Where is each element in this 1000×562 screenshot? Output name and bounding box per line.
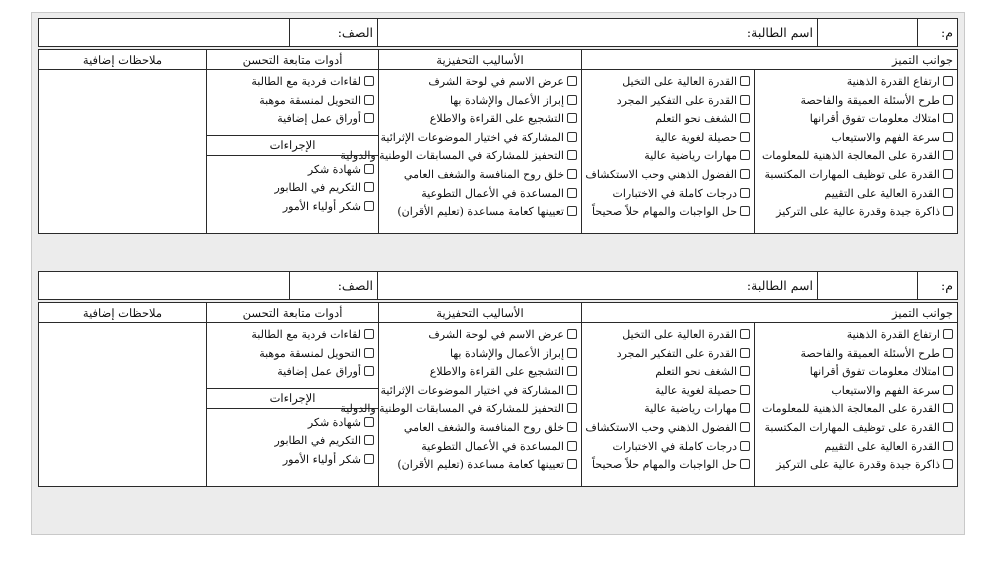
checkbox-label: الفضول الذهني وحب الاستكشاف bbox=[585, 167, 737, 181]
checkbox-item[interactable] bbox=[340, 147, 577, 166]
checkbox-item[interactable] bbox=[211, 161, 374, 180]
checkbox-label: القدرة العالية على التقييم bbox=[824, 439, 940, 453]
checkbox-icon[interactable] bbox=[364, 417, 374, 427]
checkbox-icon[interactable] bbox=[943, 206, 953, 216]
checkbox-item[interactable] bbox=[759, 147, 953, 166]
checkbox-item[interactable] bbox=[586, 345, 750, 364]
checkbox-item[interactable] bbox=[586, 166, 750, 185]
checkbox-label: إبراز الأعمال والإشادة بها bbox=[450, 93, 564, 107]
checkbox-label: شهادة شكر bbox=[307, 162, 361, 176]
checkbox-label: خلق روح المنافسة والشغف العامي bbox=[403, 420, 564, 434]
checkbox-item[interactable] bbox=[759, 456, 953, 475]
checkbox-icon[interactable] bbox=[567, 459, 577, 469]
checkbox-icon[interactable] bbox=[567, 150, 577, 160]
checkbox-icon[interactable] bbox=[567, 76, 577, 86]
checkbox-icon[interactable] bbox=[567, 366, 577, 376]
checkbox-icon[interactable] bbox=[740, 348, 750, 358]
evaluation-table bbox=[38, 302, 958, 487]
checkbox-label: التحفيز للمشاركة في المسابقات الوطنية والدولية bbox=[340, 149, 564, 163]
checkbox-item[interactable] bbox=[759, 382, 953, 401]
checkbox-icon[interactable] bbox=[943, 132, 953, 142]
checkbox-item[interactable] bbox=[211, 179, 374, 198]
checkbox-icon[interactable] bbox=[740, 169, 750, 179]
excellence-header: جوانب التميز bbox=[582, 303, 958, 323]
student-number-label: م: bbox=[918, 19, 958, 47]
checkbox-icon[interactable] bbox=[740, 403, 750, 413]
checkbox-icon[interactable] bbox=[740, 459, 750, 469]
checkbox-icon[interactable] bbox=[567, 441, 577, 451]
motivation-header: الأساليب التحفيزية bbox=[379, 50, 582, 70]
checkbox-label: طرح الأسئلة العميقة والفاحصة bbox=[800, 346, 940, 360]
checkbox-icon[interactable] bbox=[740, 150, 750, 160]
checkbox-item[interactable] bbox=[586, 73, 750, 92]
checkbox-icon[interactable] bbox=[943, 348, 953, 358]
checkbox-icon[interactable] bbox=[567, 188, 577, 198]
checkbox-item[interactable] bbox=[759, 185, 953, 204]
checkbox-icon[interactable] bbox=[740, 329, 750, 339]
checkbox-label: تعيينها كعامة مساعدة (تعليم الأقران) bbox=[397, 458, 564, 472]
checkbox-icon[interactable] bbox=[740, 113, 750, 123]
checkbox-icon[interactable] bbox=[943, 403, 953, 413]
checkbox-item[interactable] bbox=[586, 419, 750, 438]
checkbox-item[interactable] bbox=[383, 166, 577, 185]
checkbox-item[interactable] bbox=[383, 110, 577, 129]
student-name-label: اسم الطالبة: bbox=[378, 19, 818, 47]
checkbox-icon[interactable] bbox=[567, 206, 577, 216]
class-label: الصف: bbox=[290, 272, 378, 300]
checkbox-label: القدرة على المعالجة الذهنية للمعلومات bbox=[761, 149, 940, 163]
checkbox-label: شهادة شكر bbox=[307, 415, 361, 429]
checkbox-icon[interactable] bbox=[364, 76, 374, 86]
checkbox-label: القدرة على التفكير المجرد bbox=[616, 93, 737, 107]
checkbox-icon[interactable] bbox=[943, 188, 953, 198]
checkbox-label: ارتفاع القدرة الذهنية bbox=[846, 328, 940, 341]
checkbox-label: المشاركة في اختيار الموضوعات الإثرائية bbox=[380, 383, 564, 397]
checkbox-label: القدرة على توظيف المهارات المكتسبة bbox=[764, 167, 940, 181]
checkbox-icon[interactable] bbox=[364, 348, 374, 358]
excellence-header: جوانب التميز bbox=[582, 50, 958, 70]
checkbox-item[interactable] bbox=[586, 400, 750, 419]
checkbox-item[interactable] bbox=[383, 345, 577, 364]
checkbox-item[interactable] bbox=[383, 419, 577, 438]
checkbox-item[interactable] bbox=[211, 432, 374, 451]
checkbox-label: تعيينها كعامة مساعدة (تعليم الأقران) bbox=[397, 205, 564, 219]
checkbox-icon[interactable] bbox=[943, 76, 953, 86]
checkbox-label: القدرة على توظيف المهارات المكتسبة bbox=[764, 420, 940, 434]
notes-field[interactable] bbox=[39, 323, 207, 487]
checkbox-item[interactable] bbox=[586, 363, 750, 382]
checkbox-item[interactable] bbox=[759, 419, 953, 438]
checkbox-icon[interactable] bbox=[740, 188, 750, 198]
student-block-2 bbox=[38, 271, 958, 487]
checkbox-label: شكر أولياء الأمور bbox=[282, 452, 361, 466]
checkbox-item[interactable] bbox=[383, 363, 577, 382]
checkbox-icon[interactable] bbox=[740, 76, 750, 86]
checkbox-label: الشغف نحو التعلم bbox=[655, 365, 737, 379]
checkbox-icon[interactable] bbox=[567, 95, 577, 105]
checkbox-label: درجات كاملة في الاختبارات bbox=[612, 186, 737, 200]
notes-header: ملاحظات إضافية bbox=[39, 303, 207, 323]
checkbox-icon[interactable] bbox=[943, 441, 953, 451]
checkbox-icon[interactable] bbox=[943, 150, 953, 160]
checkbox-label: عرض الاسم في لوحة الشرف bbox=[428, 328, 564, 341]
checkbox-label: لقاءات فردية مع الطالبة bbox=[251, 75, 361, 88]
checkbox-item[interactable] bbox=[211, 92, 374, 111]
excellence-list-2 bbox=[582, 70, 755, 234]
checkbox-item[interactable] bbox=[586, 326, 750, 345]
checkbox-icon[interactable] bbox=[740, 385, 750, 395]
checkbox-label: التحفيز للمشاركة في المسابقات الوطنية والدولية bbox=[340, 402, 564, 416]
checkbox-item[interactable] bbox=[211, 198, 374, 217]
checkbox-label: المشاركة في اختيار الموضوعات الإثرائية bbox=[380, 130, 564, 144]
class-field[interactable] bbox=[39, 19, 290, 47]
checkbox-icon[interactable] bbox=[943, 95, 953, 105]
motivation-list bbox=[340, 70, 582, 234]
checkbox-label: التشجيع على القراءة والاطلاع bbox=[429, 112, 564, 126]
checkbox-icon[interactable] bbox=[364, 182, 374, 192]
checkbox-icon[interactable] bbox=[740, 132, 750, 142]
checkbox-item[interactable] bbox=[383, 438, 577, 457]
checkbox-item[interactable] bbox=[759, 203, 953, 222]
notes-header: ملاحظات إضافية bbox=[39, 50, 207, 70]
tools-list bbox=[207, 326, 378, 382]
checkbox-item[interactable] bbox=[211, 73, 374, 92]
checkbox-icon[interactable] bbox=[567, 169, 577, 179]
checkbox-icon[interactable] bbox=[567, 329, 577, 339]
checkbox-icon[interactable] bbox=[567, 348, 577, 358]
checkbox-icon[interactable] bbox=[740, 95, 750, 105]
checkbox-item[interactable] bbox=[759, 166, 953, 185]
checkbox-label: التحويل لمنسقة موهبة bbox=[259, 346, 361, 360]
checkbox-item[interactable] bbox=[759, 400, 953, 419]
checkbox-item[interactable] bbox=[759, 92, 953, 111]
checkbox-item[interactable] bbox=[211, 414, 374, 433]
checkbox-label: عرض الاسم في لوحة الشرف bbox=[428, 75, 564, 88]
checkbox-label: امتلاك معلومات تفوق أقرانها bbox=[809, 365, 940, 379]
checkbox-item[interactable] bbox=[586, 203, 750, 222]
class-field[interactable] bbox=[39, 272, 290, 300]
checkbox-label: الشغف نحو التعلم bbox=[655, 112, 737, 126]
student-name-label: اسم الطالبة: bbox=[378, 272, 818, 300]
student-number-field[interactable] bbox=[818, 272, 918, 300]
checkbox-icon[interactable] bbox=[364, 454, 374, 464]
checkbox-label: حصيلة لغوية عالية bbox=[655, 383, 737, 397]
checkbox-icon[interactable] bbox=[740, 366, 750, 376]
checkbox-item[interactable] bbox=[586, 185, 750, 204]
worksheet bbox=[31, 12, 965, 535]
tools-header: أدوات متابعة التحسن bbox=[207, 303, 379, 323]
checkbox-icon[interactable] bbox=[567, 422, 577, 432]
checkbox-item[interactable] bbox=[759, 129, 953, 148]
checkbox-item[interactable] bbox=[211, 451, 374, 470]
checkbox-icon[interactable] bbox=[740, 441, 750, 451]
checkbox-item[interactable] bbox=[383, 73, 577, 92]
checkbox-label: المساعدة في الأعمال التطوعية bbox=[421, 186, 564, 200]
checkbox-icon[interactable] bbox=[364, 435, 374, 445]
checkbox-label: سرعة الفهم والاستيعاب bbox=[831, 383, 940, 397]
checkbox-item[interactable] bbox=[340, 400, 577, 419]
checkbox-label: ذاكرة جيدة وقدرة عالية على التركيز bbox=[776, 458, 940, 472]
checkbox-item[interactable] bbox=[211, 326, 374, 345]
checkbox-icon[interactable] bbox=[943, 422, 953, 432]
procedures-header: الإجراءات bbox=[207, 388, 378, 409]
checkbox-icon[interactable] bbox=[567, 385, 577, 395]
checkbox-icon[interactable] bbox=[943, 459, 953, 469]
checkbox-label: سرعة الفهم والاستيعاب bbox=[831, 130, 940, 144]
checkbox-label: حصيلة لغوية عالية bbox=[655, 130, 737, 144]
checkbox-icon[interactable] bbox=[364, 329, 374, 339]
checkbox-icon[interactable] bbox=[364, 113, 374, 123]
checkbox-label: أوراق عمل إضافية bbox=[277, 365, 361, 379]
checkbox-label: درجات كاملة في الاختبارات bbox=[612, 439, 737, 453]
checkbox-label: إبراز الأعمال والإشادة بها bbox=[450, 346, 564, 360]
checkbox-item[interactable] bbox=[759, 345, 953, 364]
checkbox-label: القدرة على التفكير المجرد bbox=[616, 346, 737, 360]
checkbox-item[interactable] bbox=[586, 147, 750, 166]
checkbox-icon[interactable] bbox=[567, 132, 577, 142]
checkbox-label: امتلاك معلومات تفوق أقرانها bbox=[809, 112, 940, 126]
procedures-header: الإجراءات bbox=[207, 135, 378, 156]
student-number-label: م: bbox=[918, 272, 958, 300]
checkbox-item[interactable] bbox=[586, 110, 750, 129]
checkbox-icon[interactable] bbox=[364, 366, 374, 376]
checkbox-label: مهارات رياضية عالية bbox=[644, 402, 737, 416]
checkbox-label: الفضول الذهني وحب الاستكشاف bbox=[585, 420, 737, 434]
excellence-list-2 bbox=[582, 323, 755, 487]
checkbox-label: حل الواجبات والمهام حلاً صحيحاً bbox=[592, 458, 737, 472]
notes-field[interactable] bbox=[39, 70, 207, 234]
tools-header: أدوات متابعة التحسن bbox=[207, 50, 379, 70]
checkbox-label: مهارات رياضية عالية bbox=[644, 149, 737, 163]
checkbox-icon[interactable] bbox=[943, 113, 953, 123]
checkbox-icon[interactable] bbox=[943, 169, 953, 179]
checkbox-icon[interactable] bbox=[364, 201, 374, 211]
student-number-field[interactable] bbox=[818, 19, 918, 47]
checkbox-item[interactable] bbox=[380, 382, 577, 401]
student-block-1 bbox=[38, 18, 958, 234]
checkbox-label: التكريم في الطابور bbox=[274, 434, 361, 448]
checkbox-label: التحويل لمنسقة موهبة bbox=[259, 93, 361, 107]
checkbox-label: حل الواجبات والمهام حلاً صحيحاً bbox=[592, 205, 737, 219]
checkbox-item[interactable] bbox=[383, 92, 577, 111]
checkbox-item[interactable] bbox=[383, 326, 577, 345]
checkbox-label: ارتفاع القدرة الذهنية bbox=[846, 75, 940, 88]
checkbox-item[interactable] bbox=[211, 345, 374, 364]
checkbox-label: القدرة العالية على التخيل bbox=[622, 328, 737, 341]
checkbox-item[interactable] bbox=[759, 326, 953, 345]
checkbox-item[interactable] bbox=[759, 110, 953, 129]
checkbox-label: ذاكرة جيدة وقدرة عالية على التركيز bbox=[776, 205, 940, 219]
checkbox-label: خلق روح المنافسة والشغف العامي bbox=[403, 167, 564, 181]
checkbox-item[interactable] bbox=[586, 92, 750, 111]
checkbox-icon[interactable] bbox=[567, 113, 577, 123]
procedures-list bbox=[207, 414, 378, 470]
tools-list bbox=[207, 73, 378, 129]
checkbox-label: شكر أولياء الأمور bbox=[282, 199, 361, 213]
checkbox-item[interactable] bbox=[586, 382, 750, 401]
checkbox-item[interactable] bbox=[383, 185, 577, 204]
checkbox-icon[interactable] bbox=[364, 95, 374, 105]
student-name-table bbox=[38, 271, 958, 300]
checkbox-label: القدرة على المعالجة الذهنية للمعلومات bbox=[761, 402, 940, 416]
excellence-list-1 bbox=[755, 70, 958, 234]
checkbox-item[interactable] bbox=[759, 73, 953, 92]
checkbox-label: القدرة العالية على التخيل bbox=[622, 75, 737, 88]
checkbox-label: التشجيع على القراءة والاطلاع bbox=[429, 365, 564, 379]
checkbox-item[interactable] bbox=[586, 129, 750, 148]
checkbox-icon[interactable] bbox=[740, 206, 750, 216]
checkbox-icon[interactable] bbox=[740, 422, 750, 432]
checkbox-icon[interactable] bbox=[943, 329, 953, 339]
checkbox-item[interactable] bbox=[586, 456, 750, 475]
checkbox-label: أوراق عمل إضافية bbox=[277, 112, 361, 126]
motivation-list bbox=[340, 323, 582, 487]
student-name-table bbox=[38, 18, 958, 47]
checkbox-item[interactable] bbox=[383, 456, 577, 475]
checkbox-label: لقاءات فردية مع الطالبة bbox=[251, 328, 361, 341]
checkbox-label: المساعدة في الأعمال التطوعية bbox=[421, 439, 564, 453]
checkbox-icon[interactable] bbox=[567, 403, 577, 413]
checkbox-label: التكريم في الطابور bbox=[274, 181, 361, 195]
excellence-list-1 bbox=[755, 323, 958, 487]
checkbox-item[interactable] bbox=[211, 363, 374, 382]
checkbox-item[interactable] bbox=[380, 129, 577, 148]
checkbox-icon[interactable] bbox=[364, 164, 374, 174]
checkbox-label: طرح الأسئلة العميقة والفاحصة bbox=[800, 93, 940, 107]
checkbox-icon[interactable] bbox=[943, 366, 953, 376]
checkbox-item[interactable] bbox=[586, 438, 750, 457]
procedures-list bbox=[207, 161, 378, 217]
checkbox-label: القدرة العالية على التقييم bbox=[824, 186, 940, 200]
checkbox-item[interactable] bbox=[759, 363, 953, 382]
checkbox-item[interactable] bbox=[759, 438, 953, 457]
checkbox-item[interactable] bbox=[211, 110, 374, 129]
class-label: الصف: bbox=[290, 19, 378, 47]
checkbox-item[interactable] bbox=[383, 203, 577, 222]
checkbox-icon[interactable] bbox=[943, 385, 953, 395]
motivation-header: الأساليب التحفيزية bbox=[379, 303, 582, 323]
evaluation-table bbox=[38, 49, 958, 234]
